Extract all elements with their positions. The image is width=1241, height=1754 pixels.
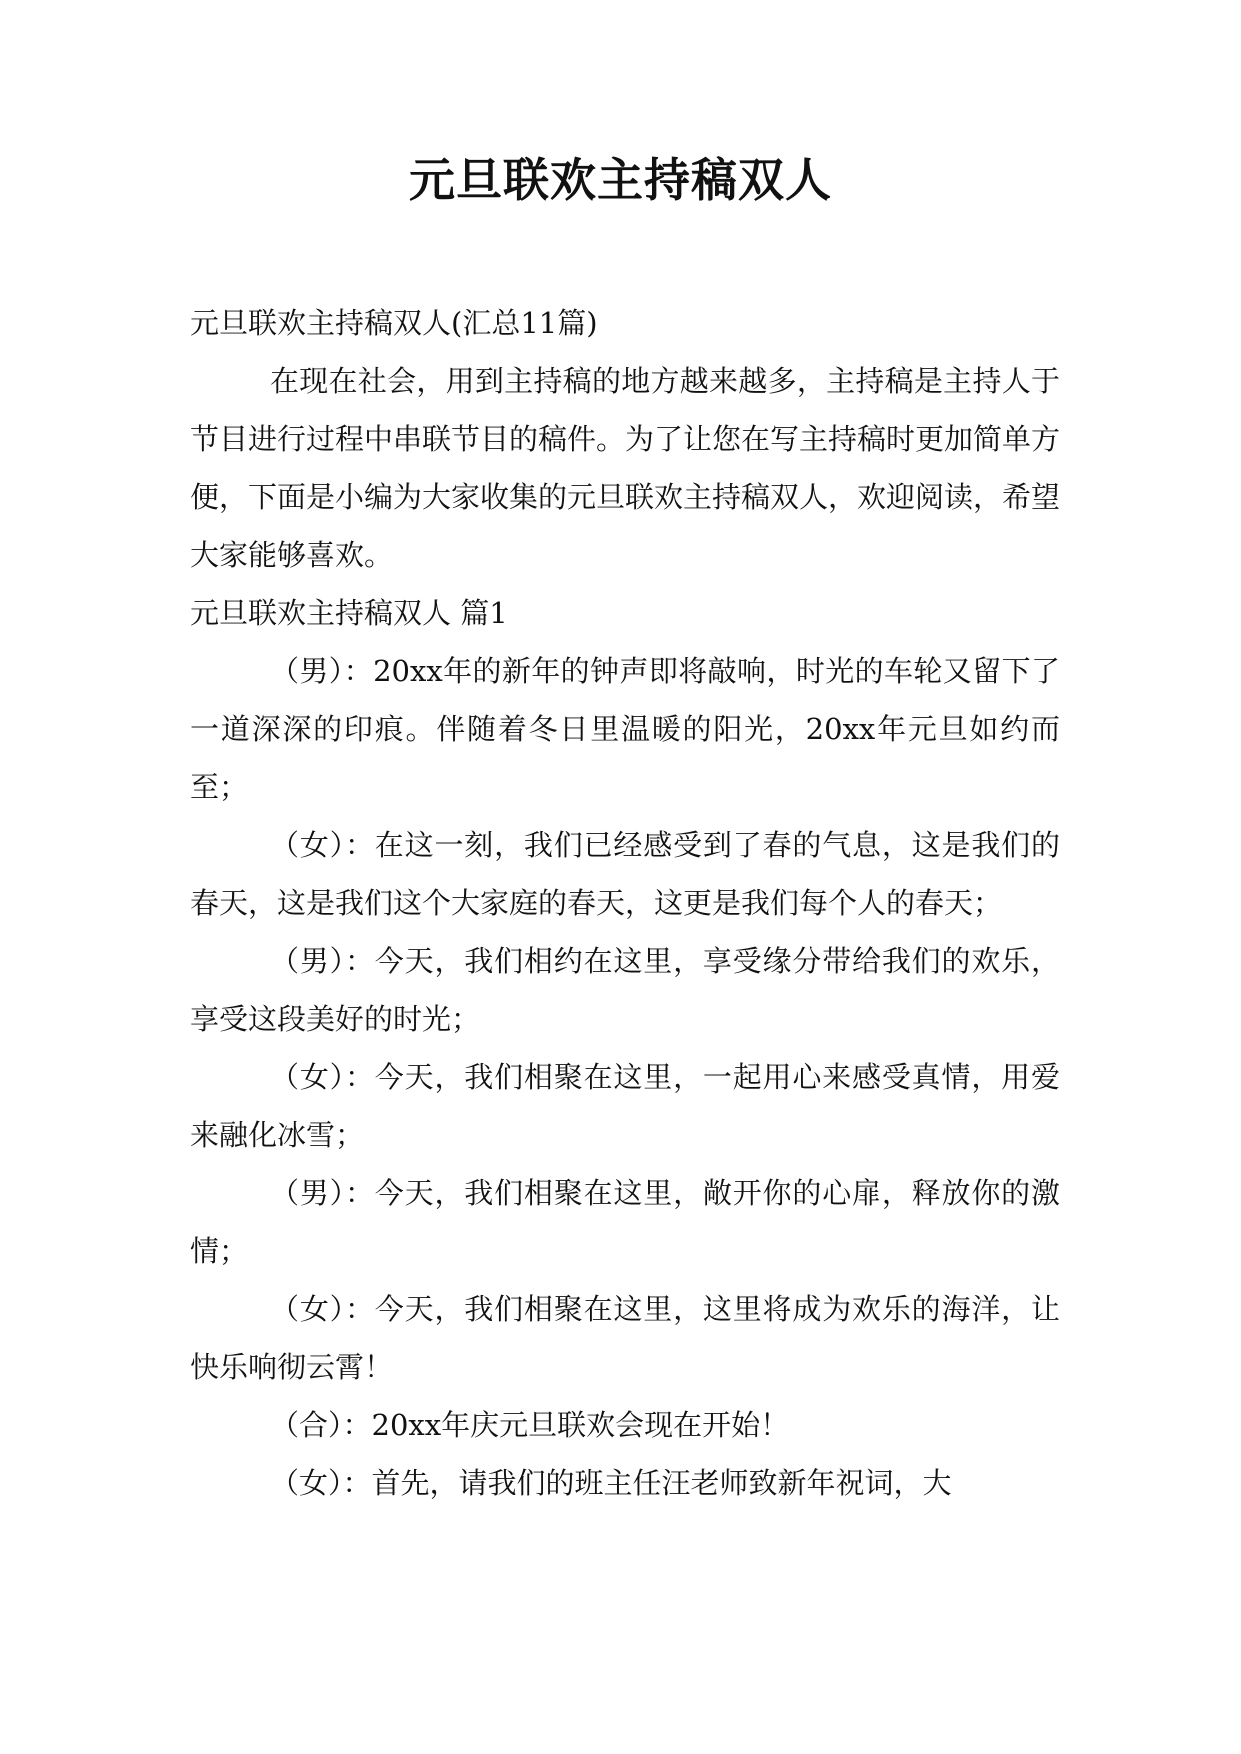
dialogue-paragraph: （女）：今天，我们相聚在这里，这里将成为欢乐的海洋，让快乐响彻云霄！ [190,1292,1060,1384]
section-heading: 元旦联欢主持稿双人 篇1 [190,596,508,630]
dialogue-paragraph: （男）：今天，我们相约在这里，享受缘分带给我们的欢乐，享受这段美好的时光； [190,944,1060,1036]
document-subtitle: 元旦联欢主持稿双人(汇总11篇) [190,306,598,340]
intro-paragraph: 在现在社会，用到主持稿的地方越来越多，主持稿是主持人于节目进行过程中串联节目的稿件。为了让您在写主持稿时更加简单方便，下面是小编为大家收集的元旦联欢主持稿双人，欢迎阅读，希望大家能够喜欢。 [190,364,1061,572]
dialogue-paragraph: （女）：在这一刻，我们已经感受到了春的气息，这是我们的春天，这是我们这个大家庭的春天，这更是我们每个人的春天； [190,828,1060,920]
document-body [190,294,1060,1512]
dialogue-paragraph: （女）：首先，请我们的班主任汪老师致新年祝词，大 [270,1466,952,1500]
document-title: 元旦联欢主持稿双人 [409,153,832,207]
dialogue-paragraph: （合）：20xx年庆元旦联欢会现在开始！ [270,1408,790,1442]
dialogue-paragraph: （女）：今天，我们相聚在这里，一起用心来感受真情，用爱来融化冰雪； [190,1060,1060,1152]
dialogue-paragraph: （男）：20xx年的新年的钟声即将敲响，时光的车轮又留下了一道深深的印痕。伴随着冬日里温暖的阳光，20xx年元旦如约而至； [190,654,1060,804]
dialogue-paragraph: （男）：今天，我们相聚在这里，敞开你的心扉，释放你的激情； [190,1176,1060,1268]
